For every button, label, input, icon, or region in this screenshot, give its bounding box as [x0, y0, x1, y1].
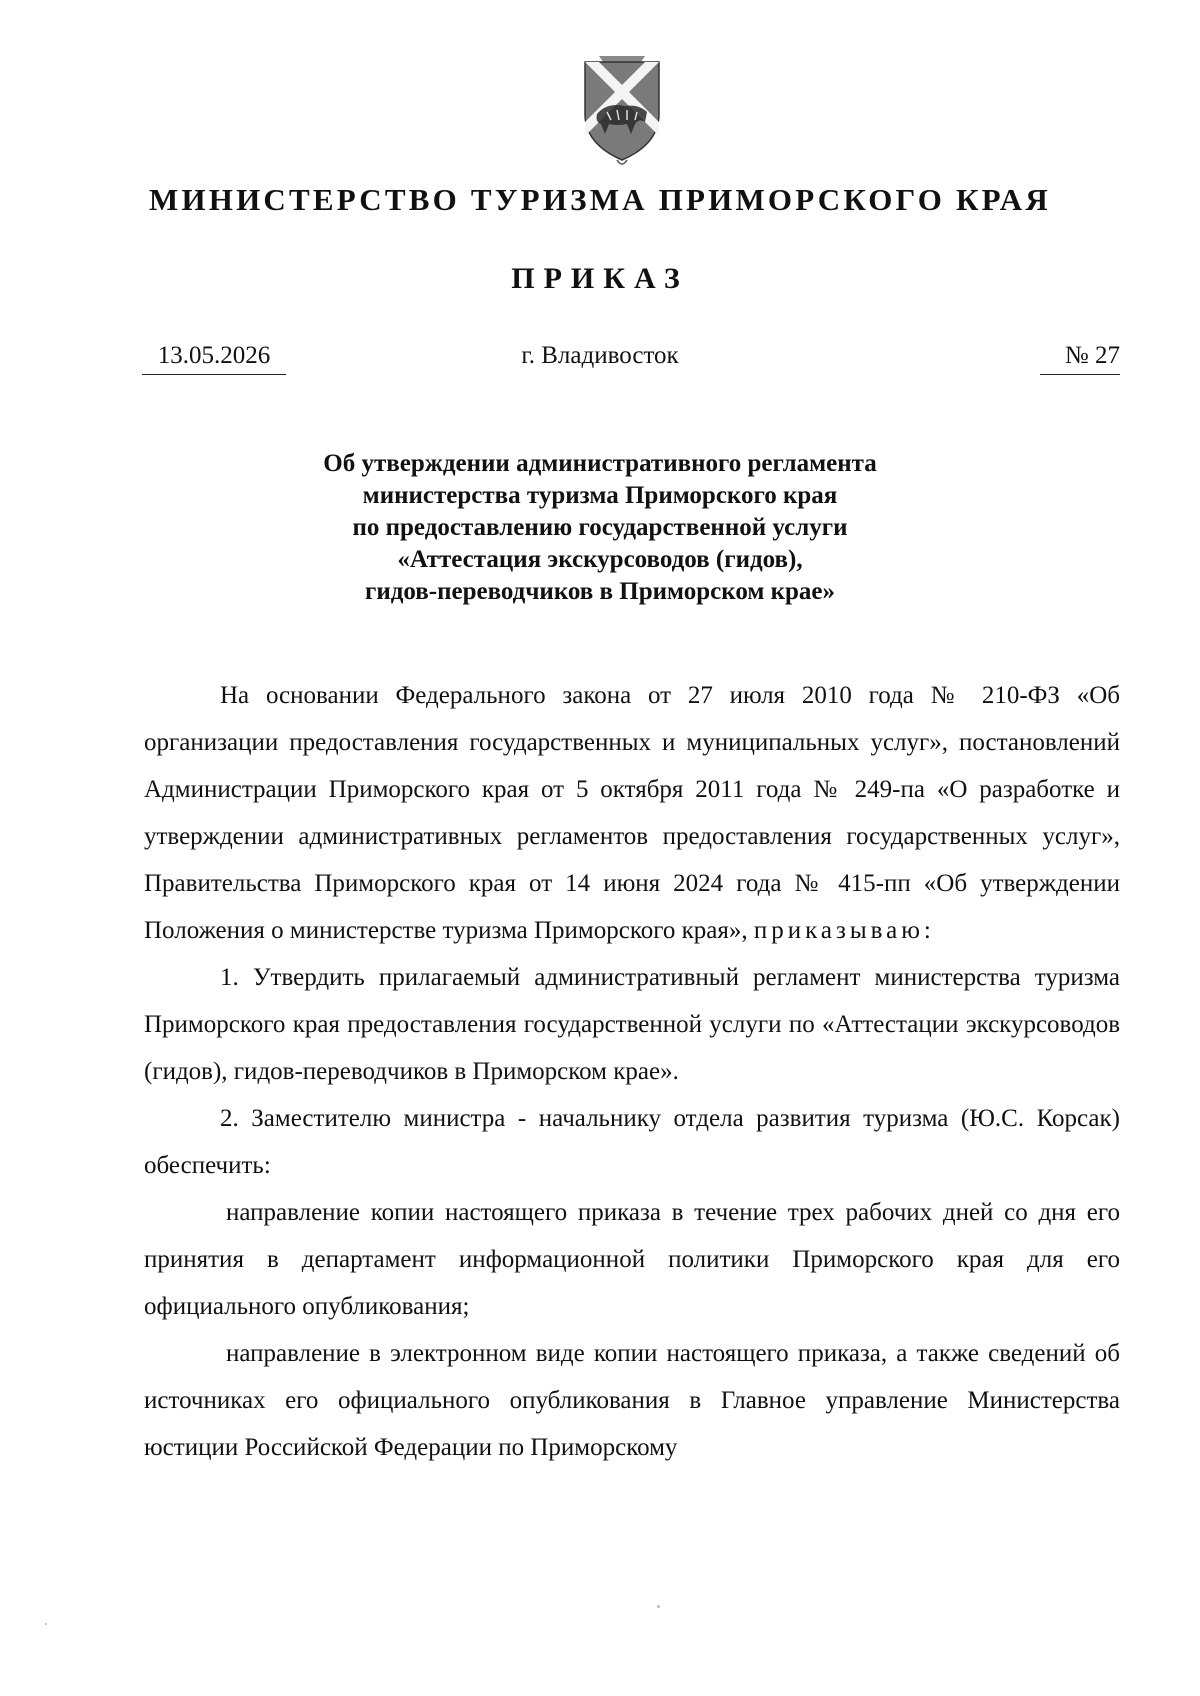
document-meta-row [0, 342, 1200, 382]
title-line: гидов-переводчиков в Приморском крае» [364, 578, 836, 605]
document-date: 13.05.2026 [142, 342, 286, 375]
coat-of-arms-icon [577, 52, 667, 172]
order-word: приказываю: [753, 917, 935, 944]
ministry-name: МИНИСТЕРСТВО ТУРИЗМА ПРИМОРСКОГО КРАЯ [149, 182, 1051, 217]
document-number: № 27 [1040, 342, 1120, 375]
title-line: Об утверждении административного регламента [323, 450, 877, 477]
document-body [144, 672, 1120, 1471]
scan-speck [45, 1623, 47, 1625]
preamble-text: На основании Федерального закона от 27 июля 2010 года № 210-ФЗ «Об организации предоставления государственных и муниципальных услуг», постановлений Администрации Приморского края от 5 октября 2011 года № 249-па «О разработке и утверждении административных регламентов предоставления государственных услуг», Правительства Приморского края от 14 июня 2024 года № 415-пп «Об утверждении Положения о министерстве туризма Приморского края», [144, 682, 1120, 944]
item-2-a-paragraph: направление копии настоящего приказа в течение трех рабочих дней со дня его принятия в департамент информационной политики Приморского края для его официального опубликования; [144, 1199, 1120, 1320]
scan-speck [657, 1605, 660, 1608]
title-line: «Аттестация экскурсоводов (гидов), [397, 546, 803, 573]
preamble-paragraph [144, 672, 1120, 954]
item-2-b-paragraph: направление в электронном виде копии настоящего приказа, а также сведений об источниках его официального опубликования в Главное управление Министерства юстиции Российской Федерации по Приморскому [144, 1340, 1120, 1461]
item-1-paragraph: 1. Утвердить прилагаемый административный регламент министерства туризма Приморского края предоставления государственной услуги по «Аттестации экскурсоводов (гидов), гидов-переводчиков в Приморском крае». [144, 964, 1120, 1085]
title-line: по предоставлению государственной услуги [352, 514, 848, 541]
document-kind: ПРИКАЗ [511, 262, 689, 295]
item-2-paragraph: 2. Заместителю министра - начальнику отдела развития туризма (Ю.С. Корсак) обеспечить: [144, 1105, 1120, 1179]
document-city: г. Владивосток [521, 342, 679, 369]
title-line: министерства туризма Приморского края [362, 482, 838, 509]
document-title [150, 448, 1050, 608]
